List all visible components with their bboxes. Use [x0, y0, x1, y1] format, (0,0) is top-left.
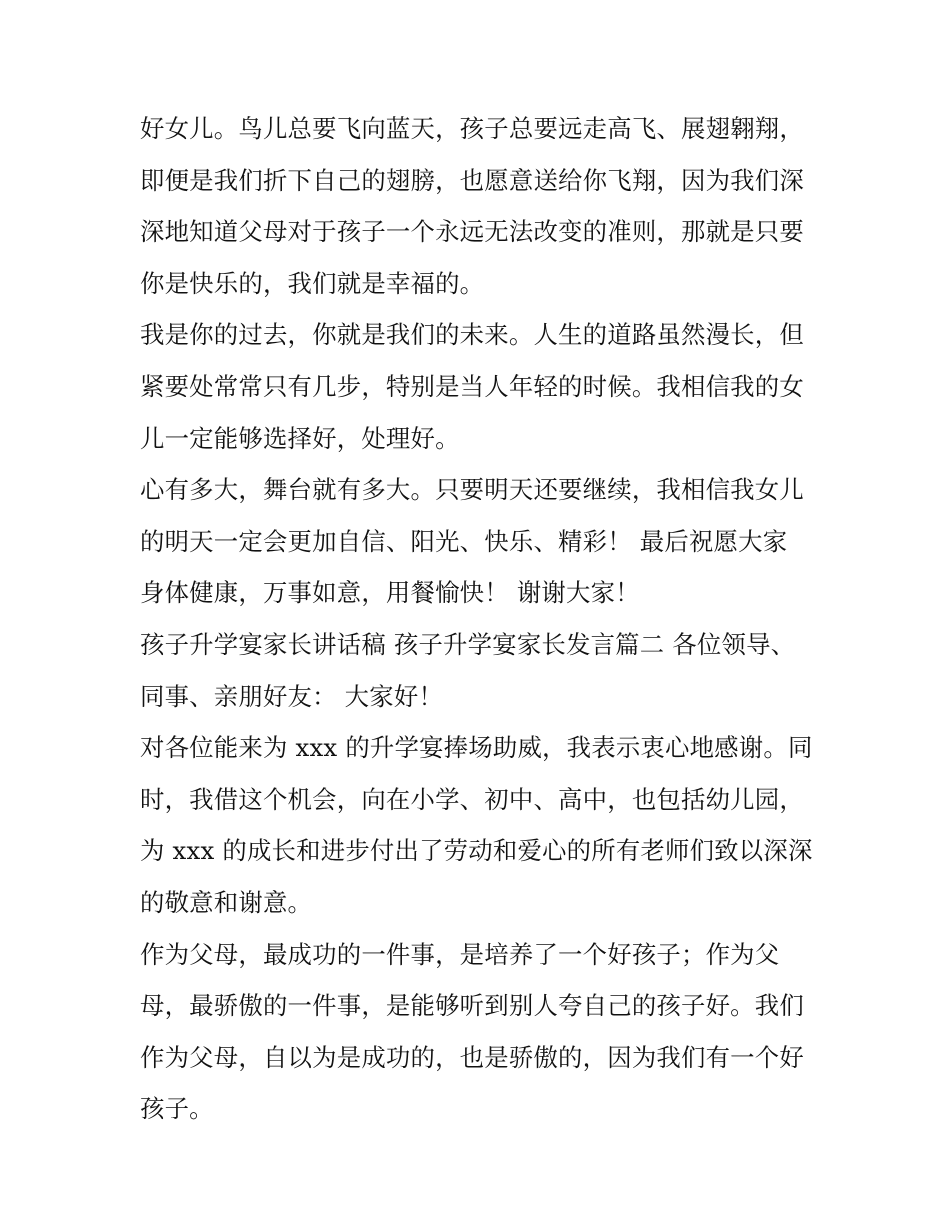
text-line: 时，我借这个机会，向在小学、初中、高中，也包括幼儿园，: [140, 784, 804, 814]
text-line: 深地知道父母对于孩子一个永远无法改变的准则，那就是只要: [140, 217, 804, 247]
text-line: 好女儿。鸟儿总要飞向蓝天，孩子总要远走高飞、展翅翱翔，: [140, 114, 804, 143]
text-line: 你是快乐的，我们就是幸福的。: [140, 268, 485, 298]
text-line: 儿一定能够选择好，处理好。: [140, 423, 460, 453]
text-line: 我是你的过去，你就是我们的未来。人生的道路虽然漫长，但: [140, 320, 804, 350]
text-line: 的敬意和谢意。: [140, 887, 313, 917]
text-line: 孩子升学宴家长讲话稿 孩子升学宴家长发言篇二 各位领导、: [140, 629, 796, 659]
text-line: 作为父母，自以为是成功的，也是骄傲的，因为我们有一个好: [140, 1042, 804, 1072]
text-line: 的明天一定会更加自信、阳光、快乐、精彩！ 最后祝愿大家: [140, 526, 788, 556]
text-line: 同事、亲朋好友： 大家好！: [140, 681, 444, 711]
text-line: 作为父母，最成功的一件事，是培养了一个好孩子；作为父: [140, 939, 780, 969]
text-line: 母，最骄傲的一件事，是能够听到别人夸自己的孩子好。我们: [140, 991, 804, 1021]
text-line: 心有多大，舞台就有多大。只要明天还要继续，我相信我女儿: [140, 475, 804, 505]
text-line: 即便是我们折下自己的翅膀，也愿意送给你飞翔，因为我们深: [140, 165, 804, 195]
text-line: 孩子。: [140, 1094, 214, 1124]
text-line: 紧要处常常只有几步，特别是当人年轻的时候。我相信我的女: [140, 371, 804, 401]
text-line: 身体健康，万事如意，用餐愉快！ 谢谢大家！: [140, 578, 640, 608]
document-body: [140, 103, 820, 1135]
text-line: 对各位能来为 xxx 的升学宴捧场助威，我表示衷心地感谢。同: [140, 733, 813, 763]
text-line: 为 xxx 的成长和进步付出了劳动和爱心的所有老师们致以深深: [140, 836, 813, 866]
